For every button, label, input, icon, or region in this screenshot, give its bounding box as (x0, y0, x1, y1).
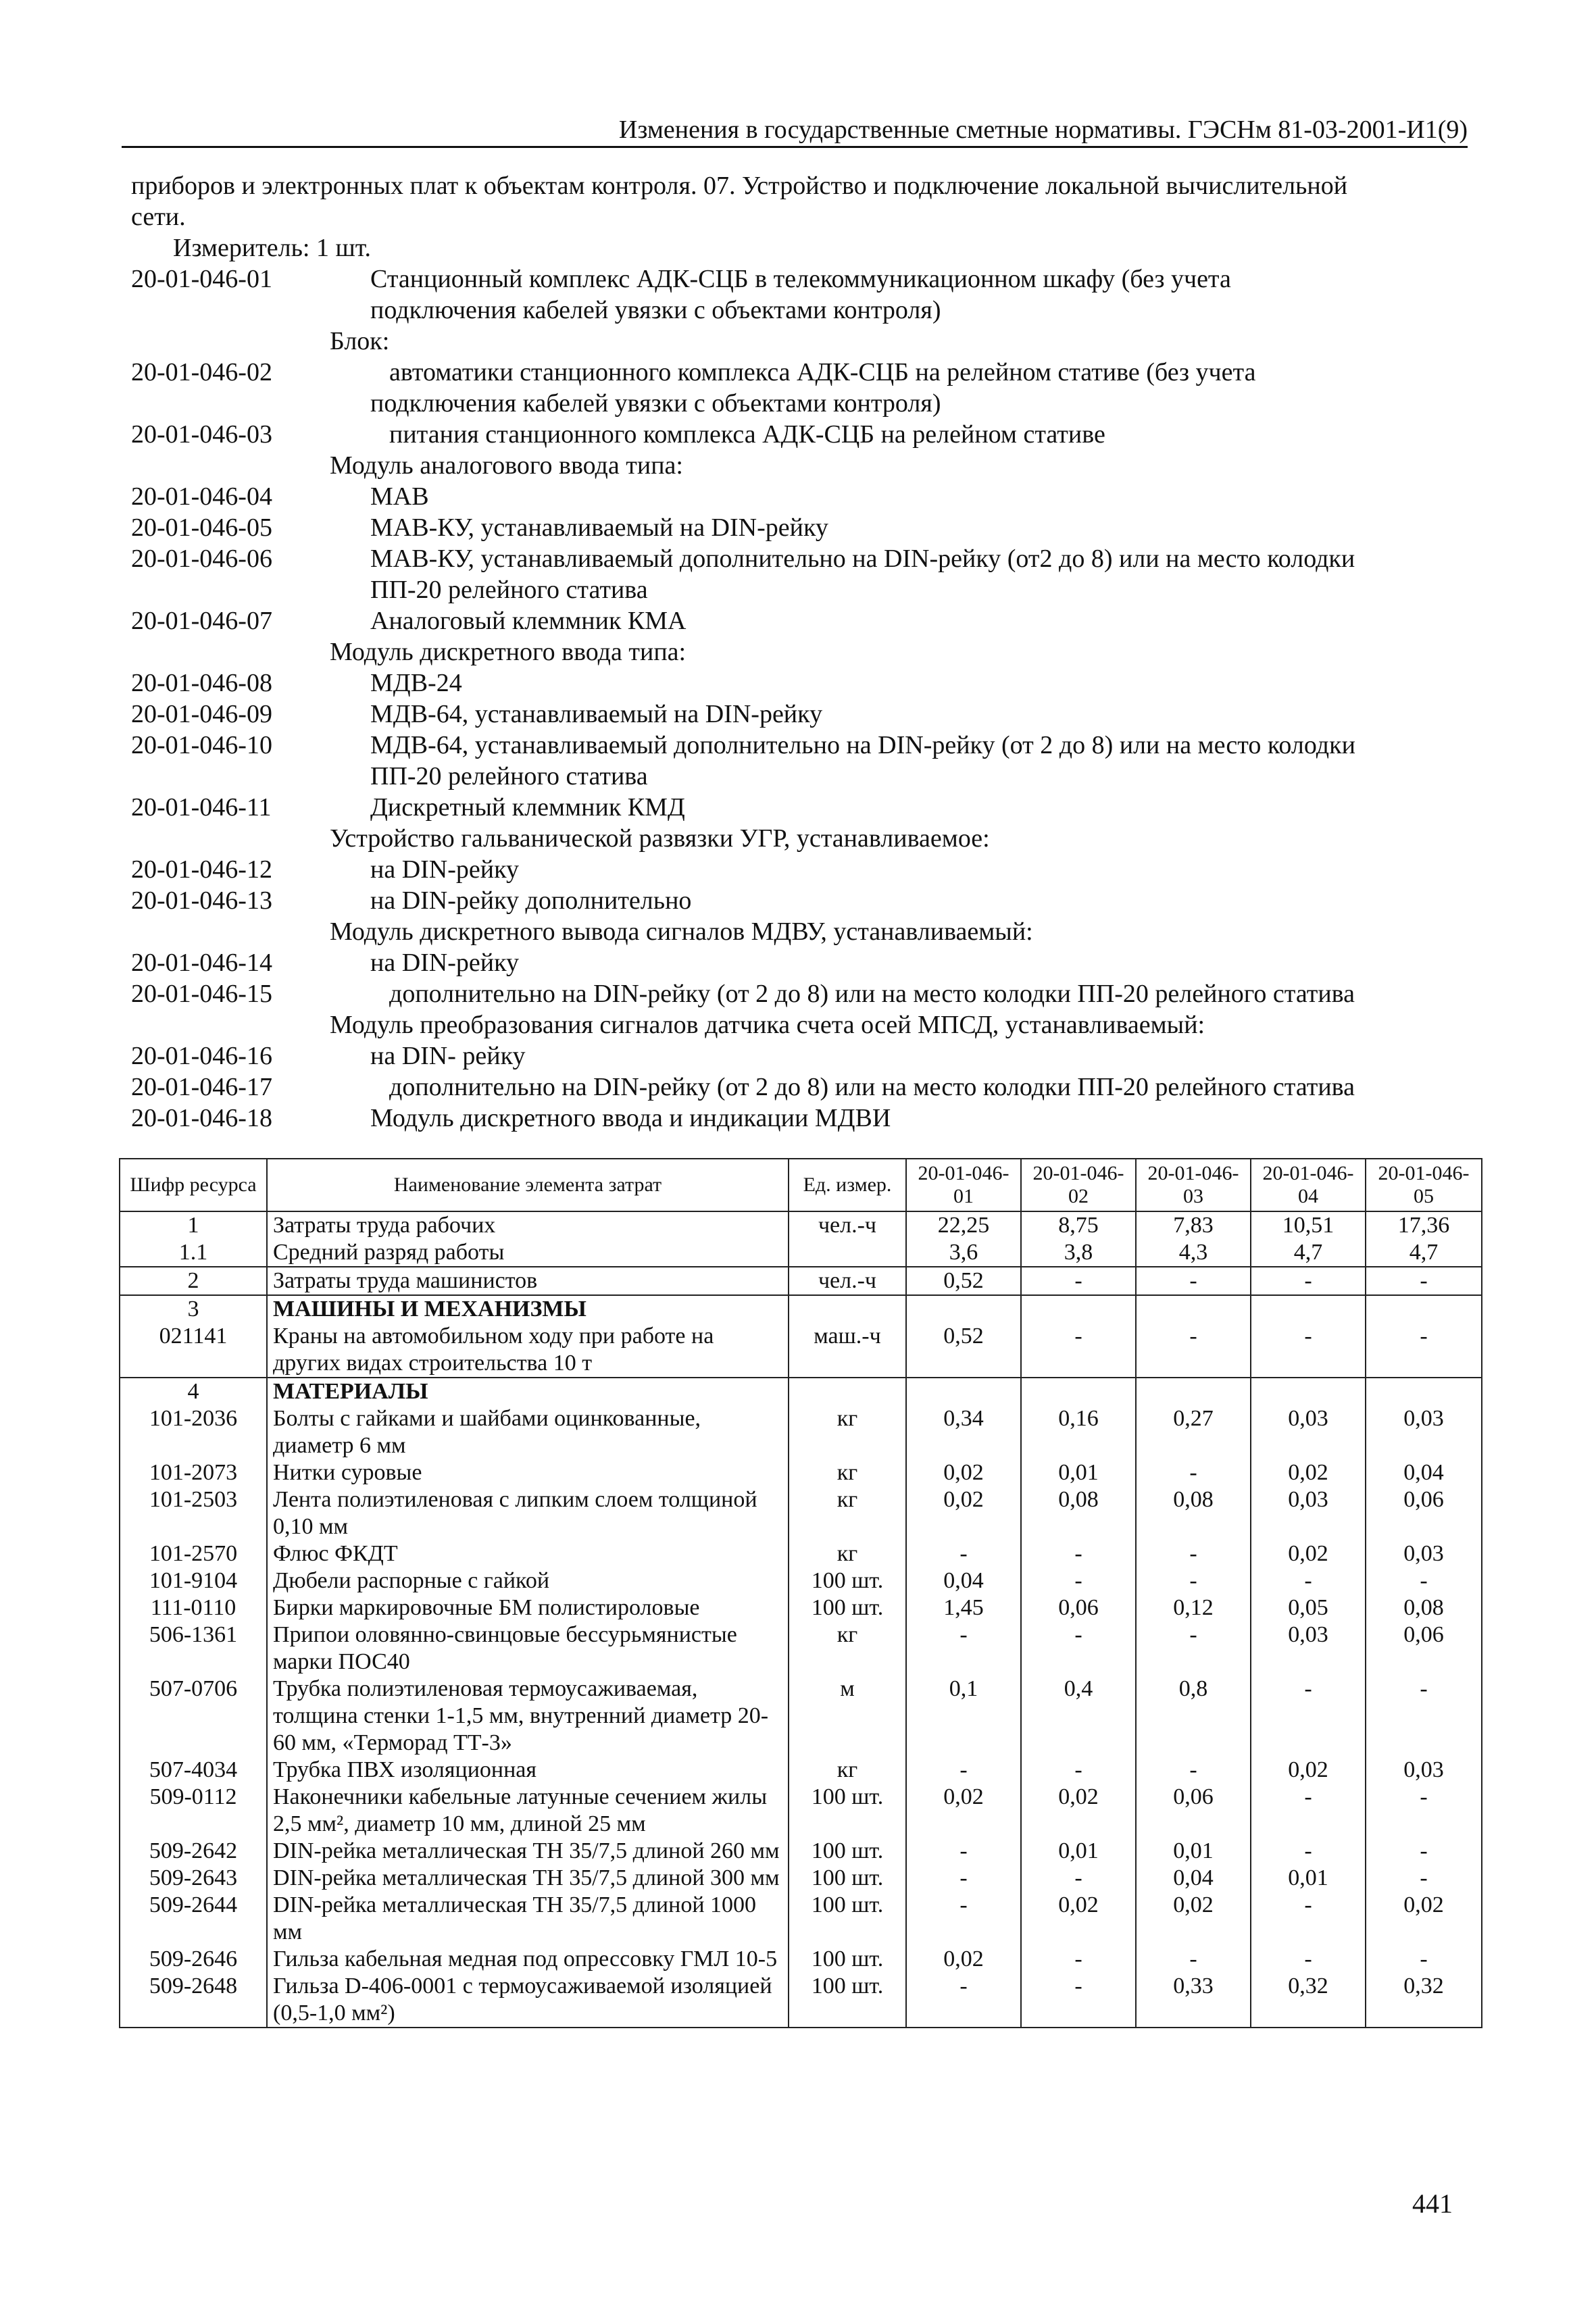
table-row (120, 1239, 1482, 1267)
resource-name-cell: Флюс ФКДТ (267, 1540, 789, 1567)
value-cell: 0,06 (1366, 1621, 1482, 1676)
col-header-046-05: 20-01-046-05 (1366, 1159, 1482, 1211)
value-cell: - (906, 1838, 1021, 1865)
unit-cell: кг (789, 1757, 906, 1784)
value-cell: - (1136, 1540, 1251, 1567)
value-cell: 0,03 (1251, 1486, 1366, 1540)
table-row (120, 1295, 1482, 1323)
resource-name-cell: DIN-рейка металлическая ТН 35/7,5 длиной 1000 мм (267, 1892, 789, 1946)
entry-code: 20-01-046-10 (131, 731, 272, 759)
value-cell: - (1021, 1567, 1136, 1594)
value-cell: - (1021, 1973, 1136, 2028)
value-cell: 0,02 (1251, 1540, 1366, 1567)
value-cell: 0,05 (1251, 1594, 1366, 1621)
resource-name-cell: Затраты труда рабочих (267, 1211, 789, 1239)
value-cell: 0,03 (1251, 1621, 1366, 1676)
value-cell: - (1366, 1946, 1482, 1973)
resource-name-cell: Болты с гайками и шайбами оцинкованные, диаметр 6 мм (267, 1405, 789, 1459)
value-cell: 0,33 (1136, 1973, 1251, 2028)
value-cell: 10,51 (1251, 1211, 1366, 1239)
value-cell: 0,01 (1021, 1459, 1136, 1486)
entry-title: Модуль дискретного ввода и индикации МДВИ (370, 1104, 891, 1132)
resource-code-cell: 509-2648 (120, 1973, 267, 2028)
table-row (120, 1865, 1482, 1892)
value-cell: - (1251, 1892, 1366, 1946)
entry-title: МАВ-КУ, устанавливаемый дополнительно на DIN-рейку (от2 до 8) или на место колодки (370, 545, 1355, 573)
resource-name-cell: Припои оловянно-свинцовые бессурьмянистые марки ПОС40 (267, 1621, 789, 1676)
value-cell: - (1136, 1459, 1251, 1486)
entry-title: МДВ-64, устанавливаемый на DIN-рейку (370, 700, 823, 728)
value-cell: - (1021, 1323, 1136, 1378)
table-row (120, 1594, 1482, 1621)
value-cell: 0,1 (906, 1676, 1021, 1757)
value-cell: 0,16 (1021, 1405, 1136, 1459)
entry-title-continued: ПП-20 релейного статива (370, 762, 648, 790)
entry-code: 20-01-046-02 (131, 358, 272, 386)
table-row (120, 1267, 1482, 1295)
unit-cell: м (789, 1676, 906, 1757)
value-cell: - (1136, 1757, 1251, 1784)
table-row (120, 1567, 1482, 1594)
value-cell: - (1251, 1838, 1366, 1865)
value-cell: - (906, 1892, 1021, 1946)
value-cell: - (1366, 1267, 1482, 1295)
resource-code-cell: 509-2643 (120, 1865, 267, 1892)
value-cell: 0,32 (1251, 1973, 1366, 2028)
value-cell (906, 1295, 1021, 1323)
unit-cell: 100 шт. (789, 1567, 906, 1594)
value-cell: 0,04 (906, 1567, 1021, 1594)
entry-code: 20-01-046-11 (131, 793, 272, 822)
col-header-name: Наименование элемента затрат (267, 1159, 789, 1211)
resource-code-cell: 101-2073 (120, 1459, 267, 1486)
entry-code: 20-01-046-07 (131, 607, 272, 635)
entry-title: автоматики станционного комплекса АДК-СЦБ на релейном стативе (без учета (389, 358, 1256, 386)
value-cell: 0,02 (906, 1486, 1021, 1540)
resource-name-cell: Бирки маркировочные БМ полистироловые (267, 1594, 789, 1621)
entry-title-continued: подключения кабелей увязки с объектами контроля) (370, 389, 941, 418)
value-cell: - (1021, 1865, 1136, 1892)
unit-cell: 100 шт. (789, 1946, 906, 1973)
value-cell: - (1251, 1323, 1366, 1378)
value-cell: - (1251, 1567, 1366, 1594)
entry-title-continued: ПП-20 релейного статива (370, 576, 648, 604)
entry-code: 20-01-046-16 (131, 1042, 272, 1070)
entry-group-heading: Блок: (330, 327, 390, 355)
value-cell (1251, 1295, 1366, 1323)
entry-title: на DIN-рейку (370, 949, 520, 977)
value-cell: 0,02 (1021, 1784, 1136, 1838)
table-body (120, 1211, 1482, 2028)
value-cell: - (1136, 1323, 1251, 1378)
value-cell: 0,01 (1136, 1838, 1251, 1865)
resource-name-cell: МАШИНЫ И МЕХАНИЗМЫ (267, 1295, 789, 1323)
value-cell: 0,02 (1021, 1892, 1136, 1946)
value-cell: 0,06 (1021, 1594, 1136, 1621)
resource-code-cell: 509-2644 (120, 1892, 267, 1946)
entry-code: 20-01-046-14 (131, 949, 272, 977)
resource-code-cell: 021141 (120, 1323, 267, 1378)
value-cell: 0,8 (1136, 1676, 1251, 1757)
entry-group-heading: Модуль преобразования сигналов датчика счета осей МПСД, устанавливаемый: (330, 1011, 1205, 1039)
value-cell: - (906, 1757, 1021, 1784)
unit-cell (789, 1378, 906, 1405)
value-cell: 0,03 (1366, 1540, 1482, 1567)
entry-code: 20-01-046-08 (131, 669, 272, 697)
unit-cell: кг (789, 1621, 906, 1676)
value-cell: - (1366, 1838, 1482, 1865)
resource-code-cell: 101-9104 (120, 1567, 267, 1594)
unit-cell (789, 1239, 906, 1267)
resource-name-cell: Наконечники кабельные латунные сечением жилы 2,5 мм², диаметр 10 мм, длиной 25 мм (267, 1784, 789, 1838)
value-cell (1251, 1378, 1366, 1405)
unit-cell: чел.-ч (789, 1267, 906, 1295)
col-header-046-01: 20-01-046-01 (906, 1159, 1021, 1211)
resource-name-cell: Нитки суровые (267, 1459, 789, 1486)
table-row (120, 1676, 1482, 1757)
value-cell: - (1021, 1267, 1136, 1295)
entry-code: 20-01-046-06 (131, 545, 272, 573)
value-cell: 0,02 (906, 1946, 1021, 1973)
unit-cell: кг (789, 1540, 906, 1567)
resource-name-cell: Дюбели распорные с гайкой (267, 1567, 789, 1594)
entry-title: Аналоговый клеммник КМА (370, 607, 687, 635)
value-cell: 0,27 (1136, 1405, 1251, 1459)
value-cell: - (1251, 1267, 1366, 1295)
value-cell: 0,06 (1366, 1486, 1482, 1540)
col-header-046-02: 20-01-046-02 (1021, 1159, 1136, 1211)
unit-cell: кг (789, 1459, 906, 1486)
table-row (120, 1323, 1482, 1378)
value-cell (906, 1378, 1021, 1405)
entry-group-heading: Модуль дискретного вывода сигналов МДВУ, устанавливаемый: (330, 917, 1033, 946)
unit-cell: 100 шт. (789, 1865, 906, 1892)
table-row (120, 1892, 1482, 1946)
resource-code-cell: 101-2036 (120, 1405, 267, 1459)
resource-name-cell: DIN-рейка металлическая ТН 35/7,5 длиной 300 мм (267, 1865, 789, 1892)
intro-line-2: сети. (131, 203, 186, 231)
value-cell: - (1021, 1946, 1136, 1973)
value-cell (1021, 1378, 1136, 1405)
resource-code-cell: 507-0706 (120, 1676, 267, 1757)
entry-group-heading: Устройство гальванической развязки УГР, устанавливаемое: (330, 824, 990, 853)
resource-name-cell: Средний разряд работы (267, 1239, 789, 1267)
value-cell: 22,25 (906, 1211, 1021, 1239)
value-cell: 0,03 (1366, 1757, 1482, 1784)
value-cell: 1,45 (906, 1594, 1021, 1621)
value-cell: 8,75 (1021, 1211, 1136, 1239)
intro-line-1: приборов и электронных плат к объектам контроля. 07. Устройство и подключение локальной вычислительной (131, 172, 1348, 200)
entry-code: 20-01-046-09 (131, 700, 272, 728)
unit-cell: 100 шт. (789, 1838, 906, 1865)
resource-code-cell: 111-0110 (120, 1594, 267, 1621)
resource-name-cell: Краны на автомобильном ходу при работе на других видах строительства 10 т (267, 1323, 789, 1378)
value-cell: 0,02 (1251, 1757, 1366, 1784)
value-cell: - (1136, 1567, 1251, 1594)
col-header-046-04: 20-01-046-04 (1251, 1159, 1366, 1211)
resource-code-cell: 1 (120, 1211, 267, 1239)
resource-name-cell: Лента полиэтиленовая с липким слоем толщиной 0,10 мм (267, 1486, 789, 1540)
table-header-row (120, 1159, 1482, 1211)
value-cell: - (1136, 1621, 1251, 1676)
value-cell (1021, 1295, 1136, 1323)
value-cell: 4,7 (1251, 1239, 1366, 1267)
unit-cell: 100 шт. (789, 1973, 906, 2028)
resource-code-cell: 101-2570 (120, 1540, 267, 1567)
value-cell: 7,83 (1136, 1211, 1251, 1239)
value-cell (1136, 1295, 1251, 1323)
resource-code-cell: 509-2646 (120, 1946, 267, 1973)
value-cell: 0,02 (906, 1784, 1021, 1838)
entry-code: 20-01-046-17 (131, 1073, 272, 1101)
resource-name-cell: Трубка полиэтиленовая термоусаживаемая, толщина стенки 1-1,5 мм, внутренний диаметр 20-60 мм, «Терморад ТТ-3» (267, 1676, 789, 1757)
entry-title: на DIN- рейку (370, 1042, 526, 1070)
value-cell: 0,02 (1366, 1892, 1482, 1946)
measure-unit: Измеритель: 1 шт. (173, 234, 371, 262)
resource-code-cell: 1.1 (120, 1239, 267, 1267)
unit-cell (789, 1295, 906, 1323)
value-cell: 0,06 (1136, 1784, 1251, 1838)
entry-group-heading: Модуль аналогового ввода типа: (330, 451, 683, 480)
value-cell: 0,32 (1366, 1973, 1482, 2028)
resource-table (119, 1158, 1482, 2028)
entry-code: 20-01-046-04 (131, 482, 272, 511)
value-cell: 0,08 (1136, 1486, 1251, 1540)
entry-code: 20-01-046-15 (131, 980, 272, 1008)
value-cell: - (1366, 1865, 1482, 1892)
unit-cell: 100 шт. (789, 1892, 906, 1946)
value-cell: - (906, 1865, 1021, 1892)
page-number: 441 (1412, 2188, 1453, 2219)
entry-title: питания станционного комплекса АДК-СЦБ на релейном стативе (389, 420, 1105, 449)
value-cell (1136, 1378, 1251, 1405)
entry-code: 20-01-046-18 (131, 1104, 272, 1132)
value-cell: 0,08 (1021, 1486, 1136, 1540)
value-cell: 0,52 (906, 1267, 1021, 1295)
value-cell (1366, 1295, 1482, 1323)
resource-code-cell: 506-1361 (120, 1621, 267, 1676)
table-row (120, 1784, 1482, 1838)
table-row (120, 1405, 1482, 1459)
value-cell: 0,52 (906, 1323, 1021, 1378)
entry-title: МДВ-64, устанавливаемый дополнительно на DIN-рейку (от 2 до 8) или на место колодки (370, 731, 1355, 759)
value-cell: - (906, 1540, 1021, 1567)
value-cell: - (1021, 1621, 1136, 1676)
resource-code-cell: 4 (120, 1378, 267, 1405)
value-cell: - (1136, 1946, 1251, 1973)
value-cell: - (1366, 1567, 1482, 1594)
entry-title: Станционный комплекс АДК-СЦБ в телекоммуникационном шкафу (без учета (370, 265, 1231, 293)
entry-code: 20-01-046-13 (131, 886, 272, 915)
resource-name-cell: DIN-рейка металлическая ТН 35/7,5 длиной 260 мм (267, 1838, 789, 1865)
value-cell: - (1021, 1757, 1136, 1784)
table-row (120, 1459, 1482, 1486)
table-row (120, 1211, 1482, 1239)
unit-cell: чел.-ч (789, 1211, 906, 1239)
col-header-046-03: 20-01-046-03 (1136, 1159, 1251, 1211)
unit-cell: 100 шт. (789, 1784, 906, 1838)
resource-code-cell: 509-0112 (120, 1784, 267, 1838)
value-cell: 0,4 (1021, 1676, 1136, 1757)
value-cell: 0,12 (1136, 1594, 1251, 1621)
unit-cell: 100 шт. (789, 1594, 906, 1621)
value-cell: - (1021, 1540, 1136, 1567)
value-cell: - (1251, 1784, 1366, 1838)
table-row (120, 1757, 1482, 1784)
value-cell: 0,01 (1251, 1865, 1366, 1892)
value-cell: 0,01 (1021, 1838, 1136, 1865)
unit-cell: маш.-ч (789, 1323, 906, 1378)
value-cell (1366, 1378, 1482, 1405)
value-cell: - (1366, 1784, 1482, 1838)
value-cell: 0,02 (1136, 1892, 1251, 1946)
table-row (120, 1378, 1482, 1405)
resource-code-cell: 101-2503 (120, 1486, 267, 1540)
value-cell: 0,03 (1366, 1405, 1482, 1459)
entry-title: дополнительно на DIN-рейку (от 2 до 8) или на место колодки ПП-20 релейного статива (389, 980, 1355, 1008)
entry-code: 20-01-046-05 (131, 513, 272, 542)
value-cell: - (1136, 1267, 1251, 1295)
entry-title: МАВ (370, 482, 429, 511)
value-cell: 0,04 (1136, 1865, 1251, 1892)
value-cell: - (1366, 1323, 1482, 1378)
entry-title: дополнительно на DIN-рейку (от 2 до 8) или на место колодки ПП-20 релейного статива (389, 1073, 1355, 1101)
entry-code: 20-01-046-12 (131, 855, 272, 884)
resource-name-cell: Затраты труда машинистов (267, 1267, 789, 1295)
value-cell: - (906, 1973, 1021, 2028)
value-cell: 0,02 (1251, 1459, 1366, 1486)
table-row (120, 1838, 1482, 1865)
table-row (120, 1946, 1482, 1973)
value-cell: 0,04 (1366, 1459, 1482, 1486)
value-cell: 0,34 (906, 1405, 1021, 1459)
unit-cell: кг (789, 1405, 906, 1459)
value-cell: 4,7 (1366, 1239, 1482, 1267)
entry-title: на DIN-рейку дополнительно (370, 886, 692, 915)
entry-title: МДВ-24 (370, 669, 462, 697)
table-row (120, 1540, 1482, 1567)
resource-name-cell: МАТЕРИАЛЫ (267, 1378, 789, 1405)
entry-title-continued: подключения кабелей увязки с объектами контроля) (370, 296, 941, 324)
value-cell: - (1366, 1676, 1482, 1757)
entry-title: Дискретный клеммник КМД (370, 793, 685, 822)
value-cell: 3,8 (1021, 1239, 1136, 1267)
resource-name-cell: Трубка ПВХ изоляционная (267, 1757, 789, 1784)
value-cell: 4,3 (1136, 1239, 1251, 1267)
entry-title: на DIN-рейку (370, 855, 520, 884)
value-cell: 0,02 (906, 1459, 1021, 1486)
value-cell: - (1251, 1676, 1366, 1757)
table-row (120, 1486, 1482, 1540)
value-cell: - (906, 1621, 1021, 1676)
value-cell: 3,6 (906, 1239, 1021, 1267)
col-header-code: Шифр ресурса (120, 1159, 267, 1211)
unit-cell: кг (789, 1486, 906, 1540)
table-row (120, 1973, 1482, 2028)
entry-title: МАВ-КУ, устанавливаемый на DIN-рейку (370, 513, 828, 542)
running-header: Изменения в государственные сметные нормативы. ГЭСНм 81-03-2001-И1(9) (122, 114, 1468, 148)
resource-name-cell: Гильза кабельная медная под опрессовку ГМЛ 10-5 (267, 1946, 789, 1973)
resource-code-cell: 507-4034 (120, 1757, 267, 1784)
entry-code: 20-01-046-01 (131, 265, 272, 293)
value-cell: 0,08 (1366, 1594, 1482, 1621)
resource-code-cell: 509-2642 (120, 1838, 267, 1865)
table-row (120, 1621, 1482, 1676)
value-cell: 0,03 (1251, 1405, 1366, 1459)
resource-code-cell: 2 (120, 1267, 267, 1295)
entry-code: 20-01-046-03 (131, 420, 272, 449)
resource-name-cell: Гильза D-406-0001 с термоусаживаемой изоляцией (0,5-1,0 мм²) (267, 1973, 789, 2028)
entry-group-heading: Модуль дискретного ввода типа: (330, 638, 687, 666)
col-header-unit: Ед. измер. (789, 1159, 906, 1211)
resource-code-cell: 3 (120, 1295, 267, 1323)
value-cell: 17,36 (1366, 1211, 1482, 1239)
value-cell: - (1251, 1946, 1366, 1973)
